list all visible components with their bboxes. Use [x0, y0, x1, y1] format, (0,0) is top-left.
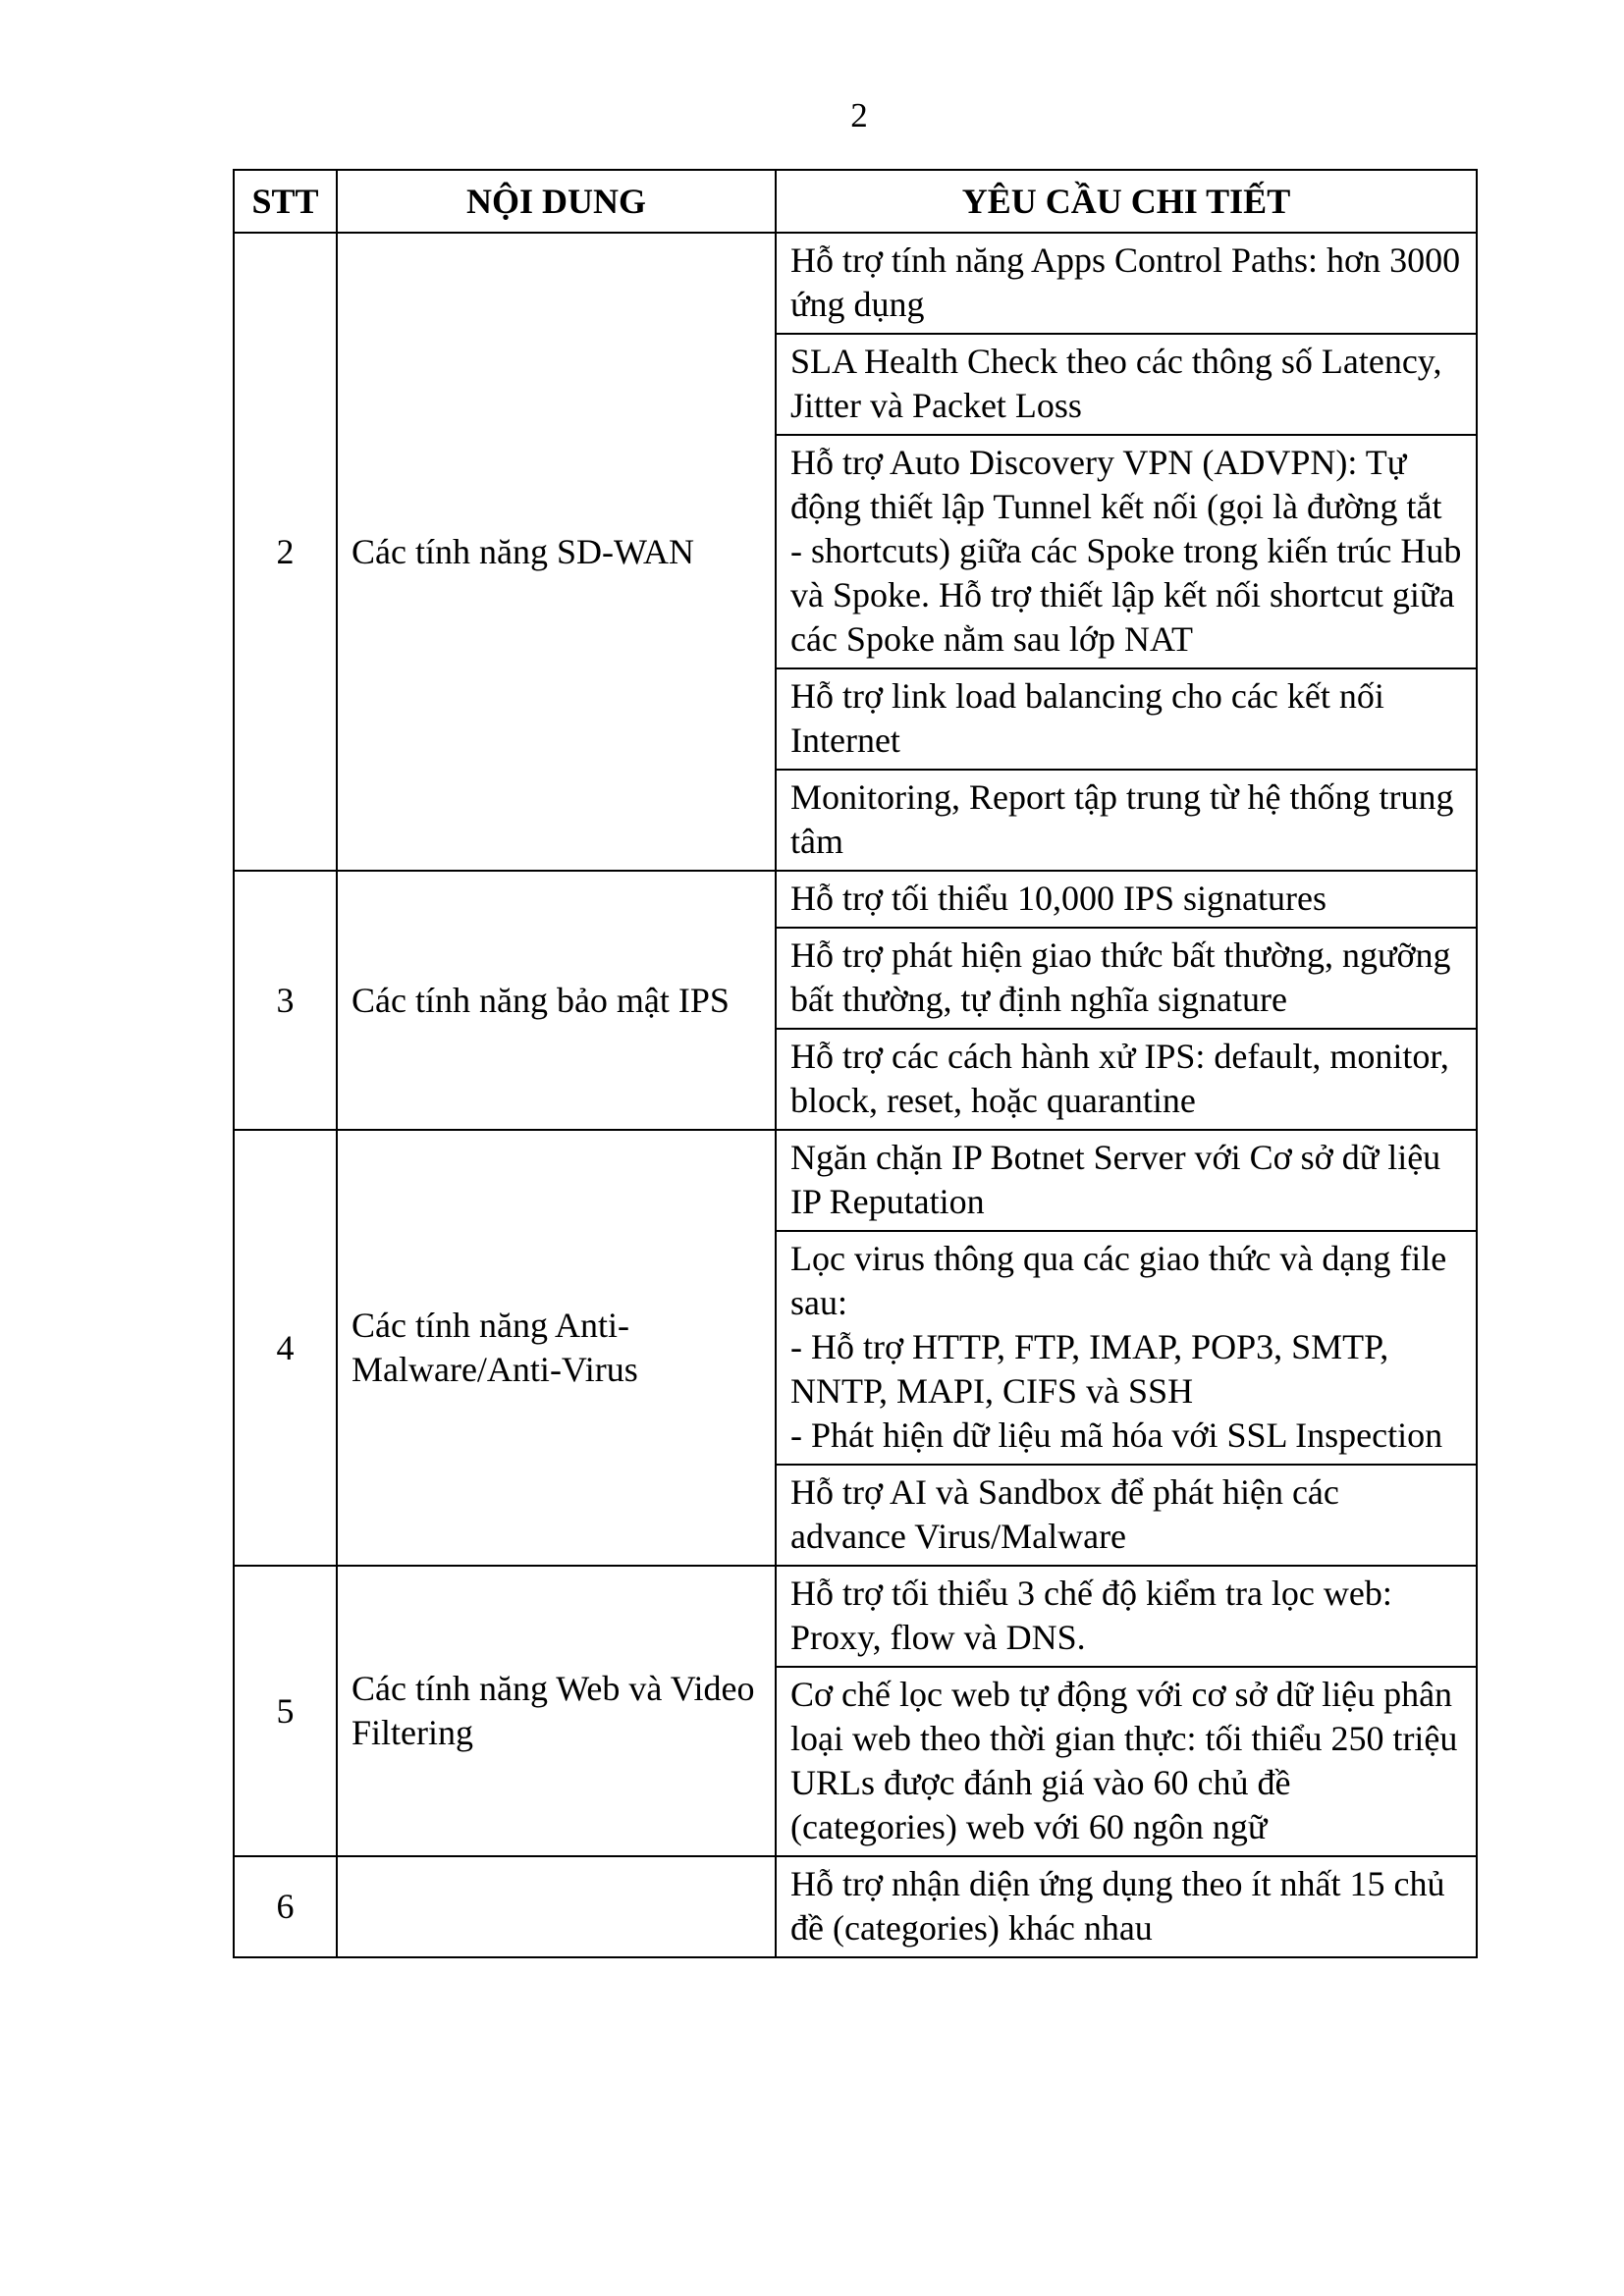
requirement-cell: Hỗ trợ nhận diện ứng dụng theo ít nhất 15 chủ đề (categories) khác nhau: [776, 1856, 1477, 1957]
row-stt: 6: [234, 1856, 337, 1957]
row-content: [337, 1856, 776, 1957]
requirement-cell: Hỗ trợ các cách hành xử IPS: default, monitor, block, reset, hoặc quarantine: [776, 1029, 1477, 1130]
row-stt: 3: [234, 871, 337, 1130]
requirement-cell: Ngăn chặn IP Botnet Server với Cơ sở dữ liệu IP Reputation: [776, 1130, 1477, 1231]
header-content: NỘI DUNG: [337, 170, 776, 233]
table-header-row: [234, 170, 1477, 233]
row-content: Các tính năng Web và Video Filtering: [337, 1566, 776, 1856]
row-content: Các tính năng Anti-Malware/Anti-Virus: [337, 1130, 776, 1566]
row-stt: 2: [234, 233, 337, 871]
requirement-cell: Hỗ trợ tối thiểu 10,000 IPS signatures: [776, 871, 1477, 928]
requirement-cell: Lọc virus thông qua các giao thức và dạng file sau: - Hỗ trợ HTTP, FTP, IMAP, POP3, SMTP, NNTP, MAPI, CIFS và SSH - Phát hiện dữ liệu mã hóa với SSL Inspection: [776, 1231, 1477, 1465]
requirement-cell: Monitoring, Report tập trung từ hệ thống trung tâm: [776, 770, 1477, 871]
requirement-cell: Hỗ trợ tối thiểu 3 chế độ kiểm tra lọc web: Proxy, flow và DNS.: [776, 1566, 1477, 1667]
header-requirements: YÊU CẦU CHI TIẾT: [776, 170, 1477, 233]
page-number: 2: [850, 96, 868, 134]
requirement-cell: Hỗ trợ phát hiện giao thức bất thường, ngưỡng bất thường, tự định nghĩa signature: [776, 928, 1477, 1029]
table-row: [234, 233, 1477, 334]
requirement-cell: SLA Health Check theo các thông số Latency, Jitter và Packet Loss: [776, 334, 1477, 435]
table-row: [234, 871, 1477, 928]
table-row: [234, 1856, 1477, 1957]
row-content: Các tính năng SD-WAN: [337, 233, 776, 871]
table-body: [234, 233, 1477, 1957]
row-stt: 5: [234, 1566, 337, 1856]
requirement-cell: Hỗ trợ AI và Sandbox để phát hiện các advance Virus/Malware: [776, 1465, 1477, 1566]
requirement-cell: Hỗ trợ link load balancing cho các kết nối Internet: [776, 668, 1477, 770]
row-stt: 4: [234, 1130, 337, 1566]
table-row: [234, 1130, 1477, 1231]
requirements-table: [233, 169, 1478, 1958]
table-row: [234, 1566, 1477, 1667]
requirement-cell: Cơ chế lọc web tự động với cơ sở dữ liệu phân loại web theo thời gian thực: tối thiểu 250 triệu URLs được đánh giá vào 60 chủ đề (categories) web với 60 ngôn ngữ: [776, 1667, 1477, 1856]
header-stt: STT: [234, 170, 337, 233]
row-content: Các tính năng bảo mật IPS: [337, 871, 776, 1130]
requirement-cell: Hỗ trợ Auto Discovery VPN (ADVPN): Tự động thiết lập Tunnel kết nối (gọi là đường tắt - shortcuts) giữa các Spoke trong kiến trúc Hub và Spoke. Hỗ trợ thiết lập kết nối shortcut giữa các Spoke nằm sau lớp NAT: [776, 435, 1477, 668]
requirement-cell: Hỗ trợ tính năng Apps Control Paths: hơn 3000 ứng dụng: [776, 233, 1477, 334]
